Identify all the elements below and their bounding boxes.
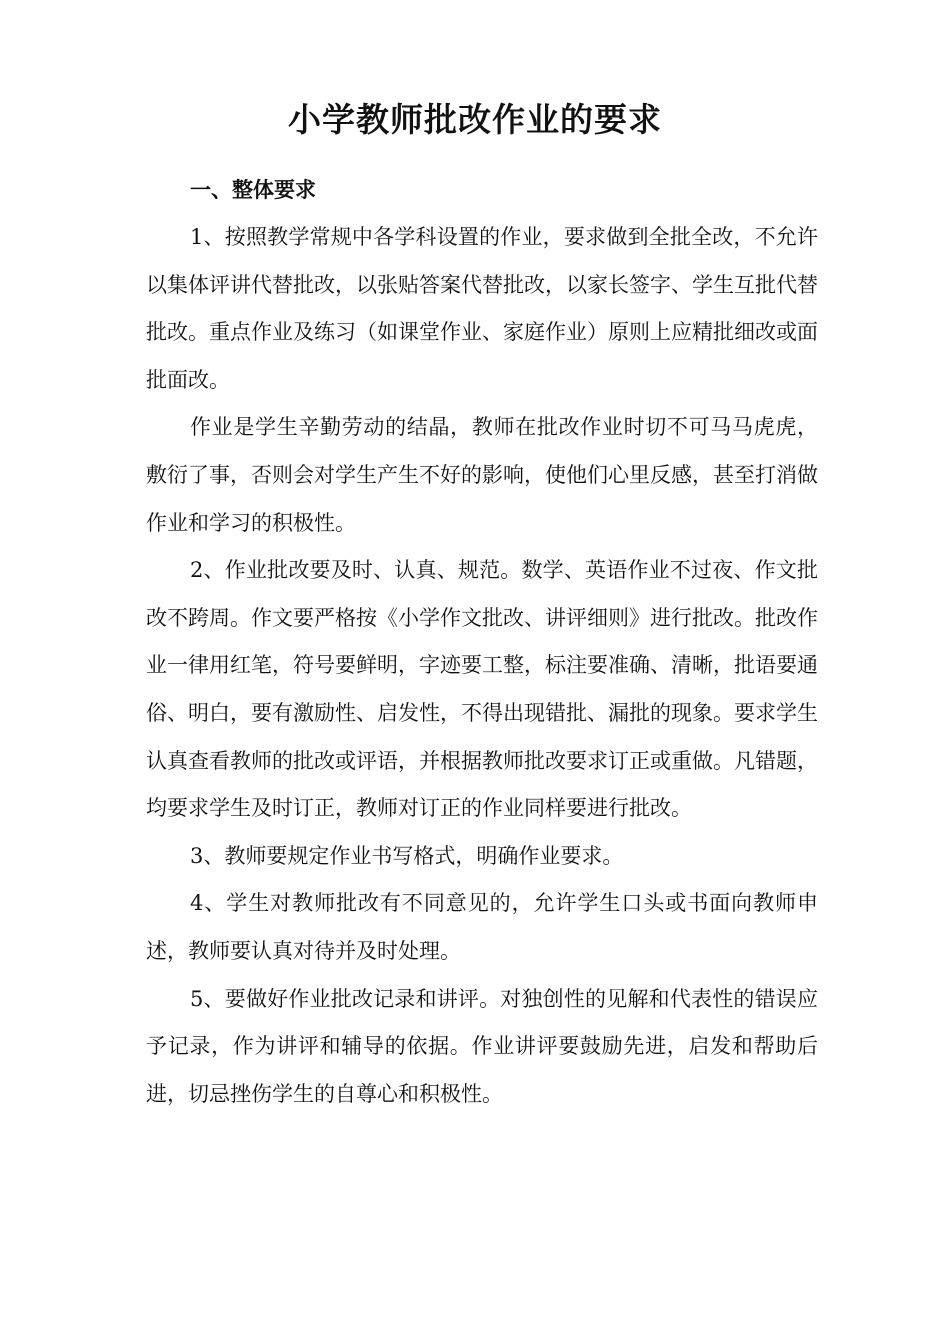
- paragraph-6: 5、要做好作业批改记录和讲评。对独创性的见解和代表性的错误应予记录，作为讲评和辅导的依据。作业讲评要鼓励先进，启发和帮助后进，切忌挫伤学生的自尊心和积极性。: [146, 986, 818, 1106]
- document-title: 小学教师批改作业的要求: [288, 100, 662, 139]
- paragraph-3: 2、作业批改要及时、认真、规范。数学、英语作业不过夜、作文批改不跨周。作文要严格按《小学作文批改、讲评细则》进行批改。批改作业一律用红笔，符号要鲜明，字迹要工整，标注要准确、清晰，批语要通俗、明白，要有激励性、启发性，不得出现错批、漏批的现象。要求学生认真查看教师的批改或评语，并根据教师批改要求订正或重做。凡错题，均要求学生及时订正，教师对订正的作业同样要进行批改。: [146, 558, 818, 821]
- section-heading: 一、整体要求: [190, 178, 316, 202]
- document-body: [146, 214, 818, 1118]
- paragraph-5: 4、学生对教师批改有不同意见的，允许学生口头或书面向教师申述，教师要认真对待并及时处理。: [146, 891, 818, 963]
- paragraph-1: 1、按照教学常规中各学科设置的作业，要求做到全批全改，不允许以集体评讲代替批改，以张贴答案代替批改，以家长签字、学生互批代替批改。重点作业及练习（如课堂作业、家庭作业）原则上应精批细改或面批面改。: [146, 225, 818, 392]
- paragraph-4: 3、教师要规定作业书写格式，明确作业要求。: [190, 843, 624, 868]
- paragraph-2: 作业是学生辛勤劳动的结晶，教师在批改作业时切不可马马虎虎，敷衍了事，否则会对学生产生不好的影响，使他们心里反感，甚至打消做作业和学习的积极性。: [146, 415, 818, 535]
